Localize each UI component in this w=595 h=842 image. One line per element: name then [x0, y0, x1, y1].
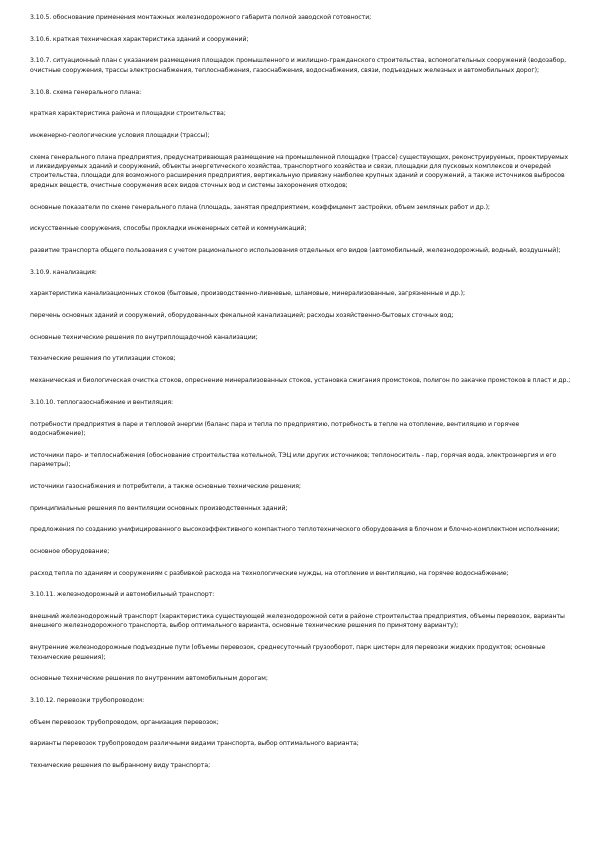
item-3-10-6: 3.10.6. краткая техническая характеристика зданий и сооружений; [30, 35, 249, 43]
general-plan-public-transport: развитие транспорта общего пользования с учетом рационального использования отдельных его видов (автомобильный, железнодорожный, водный, воздушный); [30, 246, 561, 254]
external-railway: внешний железнодорожный транспорт (характеристика существующей железнодорожной сети в районе строительства предприятия, объемы перевозок, варианты внешнего железнодорожного транспорта, выбор оптимального варианта, основные технические решения по принятому варианту); [30, 613, 565, 630]
heat-sources: источники паро- и теплоснабжения (обоснование строительства котельной, ТЭЦ или других источников; теплоноситель - пар, горячая вода, электроэнергия и его параметры); [30, 451, 557, 469]
item-3-10-7: 3.10.7. ситуационный план с указанием размещения площадок промышленного и жилищно-гражданского строительства, вспомогательных сооружений (водозабор, очистные сооружения, трассы электроснабжения, теплоснабжения, газоснабжения, водоснабжения, связи, подъездных железных и автомобильных дорог); [30, 57, 566, 74]
general-plan-layout-scheme: схема генерального плана предприятия, предусматривающая размещение на промышленной площадке (трассе) существующих, реконструируемых, проектируемых и ликвидируемых зданий и сооружений, объекты энергетического хозяйства, транспортного хозяйства и связи, площадки для пусковых комплексов и очередей строительства, площади для возможного расширения предприятия, вертикальную привязку наиболее крупных зданий и сооружений, а также источников выбросов вредных веществ, очистные сооружения всех видов сточных вод и системы захоронения отходов; [30, 153, 569, 189]
gas-sources: источники газоснабжения и потребители, а также основные технические решения; [30, 482, 301, 490]
heat-consumption: расход тепла по зданиям и сооружениям с разбивкой расхода на технологические нужды, на отопление и вентиляцию, на горячее водоснабжение; [30, 569, 509, 577]
general-plan-region-characteristics: краткая характеристика района и площадки строительства; [30, 110, 226, 118]
heat-demand: потребности предприятия в паре и тепловой энергии (баланс пара и тепла по предприятию, потребность в тепле на отопление, вентиляцию и горячее водоснабжение); [30, 420, 520, 437]
pipeline-solutions: технические решения по выбранному виду транспорта; [30, 762, 211, 770]
item-3-10-9-heading: 3.10.9. канализация: [30, 268, 97, 276]
internal-roads: основные технические решения по внутренним автомобильным дорогам; [30, 675, 268, 683]
document-page [30, 13, 571, 770]
pipeline-volume: объем перевозок трубопроводом, организация перевозок; [30, 718, 219, 726]
general-plan-structures: искусственные сооружения, способы прокладки инженерных сетей и коммуникаций; [30, 225, 307, 233]
general-plan-geology: инженерно-геологические условия площадки (трассы); [30, 131, 210, 139]
general-plan-indicators: основные показатели по схеме генерального плана (площадь, занятая предприятием, коэффициент застройки, объем земляных работ и др.); [30, 203, 490, 211]
sewage-technical-solutions: основные технические решения по внутриплощадочной канализации; [30, 333, 258, 341]
main-equipment: основное оборудование; [30, 547, 110, 555]
item-3-10-5: 3.10.5. обоснование применения монтажных железнодорожного габарита полной заводской готовности; [30, 14, 372, 21]
sewage-characteristics: характеристика канализационных стоков (бытовые, производственно-ливневые, шламовые, минерализованные, загрязненные и др.); [30, 290, 465, 298]
item-3-10-12-heading: 3.10.12. перевозки трубопроводом: [30, 696, 145, 704]
equipment-proposals: предложения по созданию унифицированного высокоэффективного компактного теплотехнического оборудования в блочном и блочно-комплектном исполнении; [30, 526, 560, 534]
internal-railway: внутренние железнодорожные подъездные пути (объемы перевозок, среднесуточный грузооборот, парк цистерн для перевозки жидких продуктов; основные технические решения); [30, 644, 546, 661]
sewage-buildings-list: перечень основных зданий и сооружений, оборудованных фекальной канализацией; расходы хозяйственно-бытовых сточных вод; [30, 312, 454, 320]
item-3-10-8-heading: 3.10.8. схема генерального плана: [30, 88, 142, 96]
item-3-10-11-heading: 3.10.11. железнодорожный и автомобильный транспорт: [30, 591, 215, 599]
sewage-treatment: механическая и биологическая очистка стоков, опреснение минерализованных стоков, установка сжигания промстоков, полигон по закачке промстоков в пласт и др.; [30, 377, 571, 385]
ventilation-solutions: принципиальные решения по вентиляции основных производственных зданий; [30, 504, 288, 512]
pipeline-variants: варианты перевозок трубопроводом различными видами транспорта, выбор оптимального варианта; [30, 740, 359, 748]
item-3-10-10-heading: 3.10.10. теплогазоснабжение и вентиляция: [30, 398, 174, 406]
sewage-utilization: технические решения по утилизации стоков; [30, 355, 176, 363]
